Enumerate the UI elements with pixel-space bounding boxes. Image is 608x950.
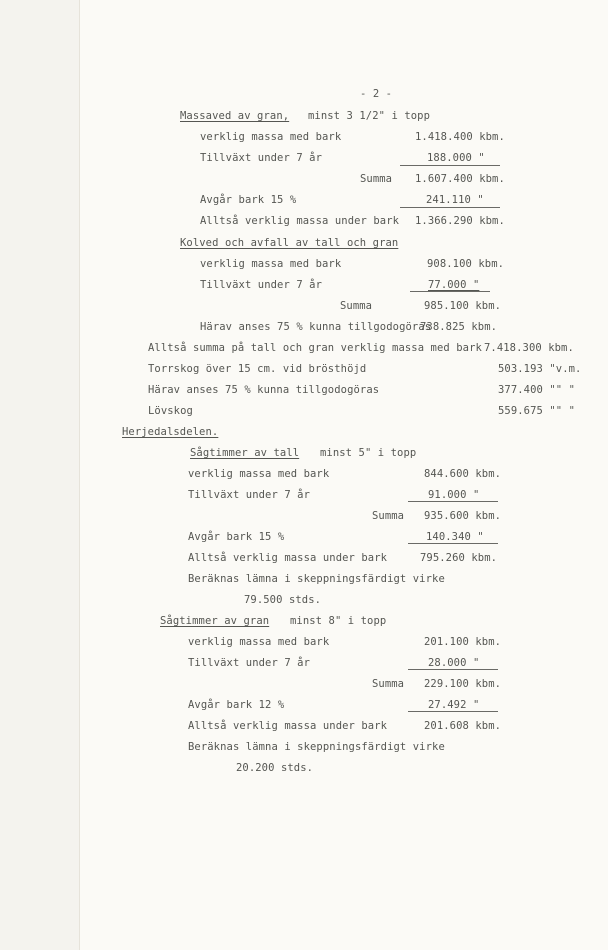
text-line-l23: Beräknas lämna i skeppningsfärdigt virke [188, 573, 445, 585]
text-line-l32: 20.200 stds. [236, 762, 314, 774]
text-line-l17: Sågtimmer av tall [190, 447, 300, 459]
text-line-l5v: 241.110 " [426, 194, 484, 206]
text-line-l9v: 77.000 " [428, 279, 480, 291]
text-line-l26: verklig massa med bark [188, 636, 330, 648]
text-line-l18v: 844.600 kbm. [424, 468, 502, 480]
text-line-l12: Alltså summa på tall och gran verklig massa med bark [148, 342, 482, 354]
text-line-l25b: minst 8" i topp [290, 615, 387, 627]
text-line-l20v: 935.600 kbm. [424, 510, 502, 522]
text-line-l13v: 503.193 "v.m. [498, 363, 582, 375]
text-line-l15: Lövskog [148, 405, 193, 417]
text-line-l28v: 229.100 kbm. [424, 678, 502, 690]
sum-rule [408, 711, 498, 712]
text-line-l1b: minst 3 1/2" i topp [308, 110, 431, 122]
text-line-l6: Alltså verklig massa under bark [200, 215, 400, 227]
text-line-l27: Tillväxt under 7 år [188, 657, 311, 669]
text-line-l3: Tillväxt under 7 år [200, 152, 323, 164]
text-line-l3v: 188.000 " [427, 152, 485, 164]
text-line-l22: Alltså verklig massa under bark [188, 552, 388, 564]
text-line-l11v: 738.825 kbm. [420, 321, 498, 333]
text-line-l29: Avgår bark 12 % [188, 699, 285, 711]
text-line-l4v: 1.607.400 kbm. [415, 173, 505, 185]
sum-rule [408, 501, 498, 502]
text-line-l29v: 27.492 " [428, 699, 480, 711]
text-line-l20: Summa [372, 510, 405, 522]
text-line-l21: Avgår bark 15 % [188, 531, 285, 543]
text-line-l16: Herjedalsdelen. [122, 426, 219, 438]
sum-rule [400, 165, 500, 166]
text-line-l27v: 28.000 " [428, 657, 480, 669]
sum-rule [408, 669, 498, 670]
text-line-l9: Tillväxt under 7 år [200, 279, 323, 291]
text-line-l24: 79.500 stds. [244, 594, 322, 606]
text-line-l15v: 559.675 "" " [498, 405, 576, 417]
text-line-l2: verklig massa med bark [200, 131, 342, 143]
text-line-l7: Kolved och avfall av tall och gran [180, 237, 399, 249]
document-page [80, 0, 608, 950]
text-line-l19: Tillväxt under 7 år [188, 489, 311, 501]
text-line-l13: Torrskog över 15 cm. vid brösthöjd [148, 363, 367, 375]
text-line-l19v: 91.000 " [428, 489, 480, 501]
text-line-l12v: 7.418.300 kbm. [484, 342, 574, 354]
text-line-l8: verklig massa med bark [200, 258, 342, 270]
text-line-l5: Avgår bark 15 % [200, 194, 297, 206]
text-line-l26v: 201.100 kbm. [424, 636, 502, 648]
text-line-l10: Summa [340, 300, 373, 312]
text-line-l6v: 1.366.290 kbm. [415, 215, 505, 227]
text-line-l14v: 377.400 "" " [498, 384, 576, 396]
text-line-l28: Summa [372, 678, 405, 690]
text-line-l21v: 140.340 " [426, 531, 484, 543]
text-line-l30: Alltså verklig massa under bark [188, 720, 388, 732]
text-line-l30v: 201.608 kbm. [424, 720, 502, 732]
text-line-l18: verklig massa med bark [188, 468, 330, 480]
text-line-l2v: 1.418.400 kbm. [415, 131, 505, 143]
text-line-l14: Härav anses 75 % kunna tillgodogöras [148, 384, 380, 396]
sum-rule [410, 291, 490, 292]
sum-rule [408, 543, 498, 544]
page-number: - 2 - [360, 88, 393, 100]
text-line-l10v: 985.100 kbm. [424, 300, 502, 312]
text-line-l22v: 795.260 kbm. [420, 552, 498, 564]
text-line-l1: Massaved av gran, [180, 110, 290, 122]
text-line-l11: Härav anses 75 % kunna tillgodogöras [200, 321, 432, 333]
text-line-l8v: 908.100 kbm. [427, 258, 505, 270]
text-line-l25: Sågtimmer av gran [160, 615, 270, 627]
text-line-l17b: minst 5" i topp [320, 447, 417, 459]
text-line-l31: Beräknas lämna i skeppningsfärdigt virke [188, 741, 445, 753]
text-line-l4: Summa [360, 173, 393, 185]
sum-rule [400, 207, 500, 208]
